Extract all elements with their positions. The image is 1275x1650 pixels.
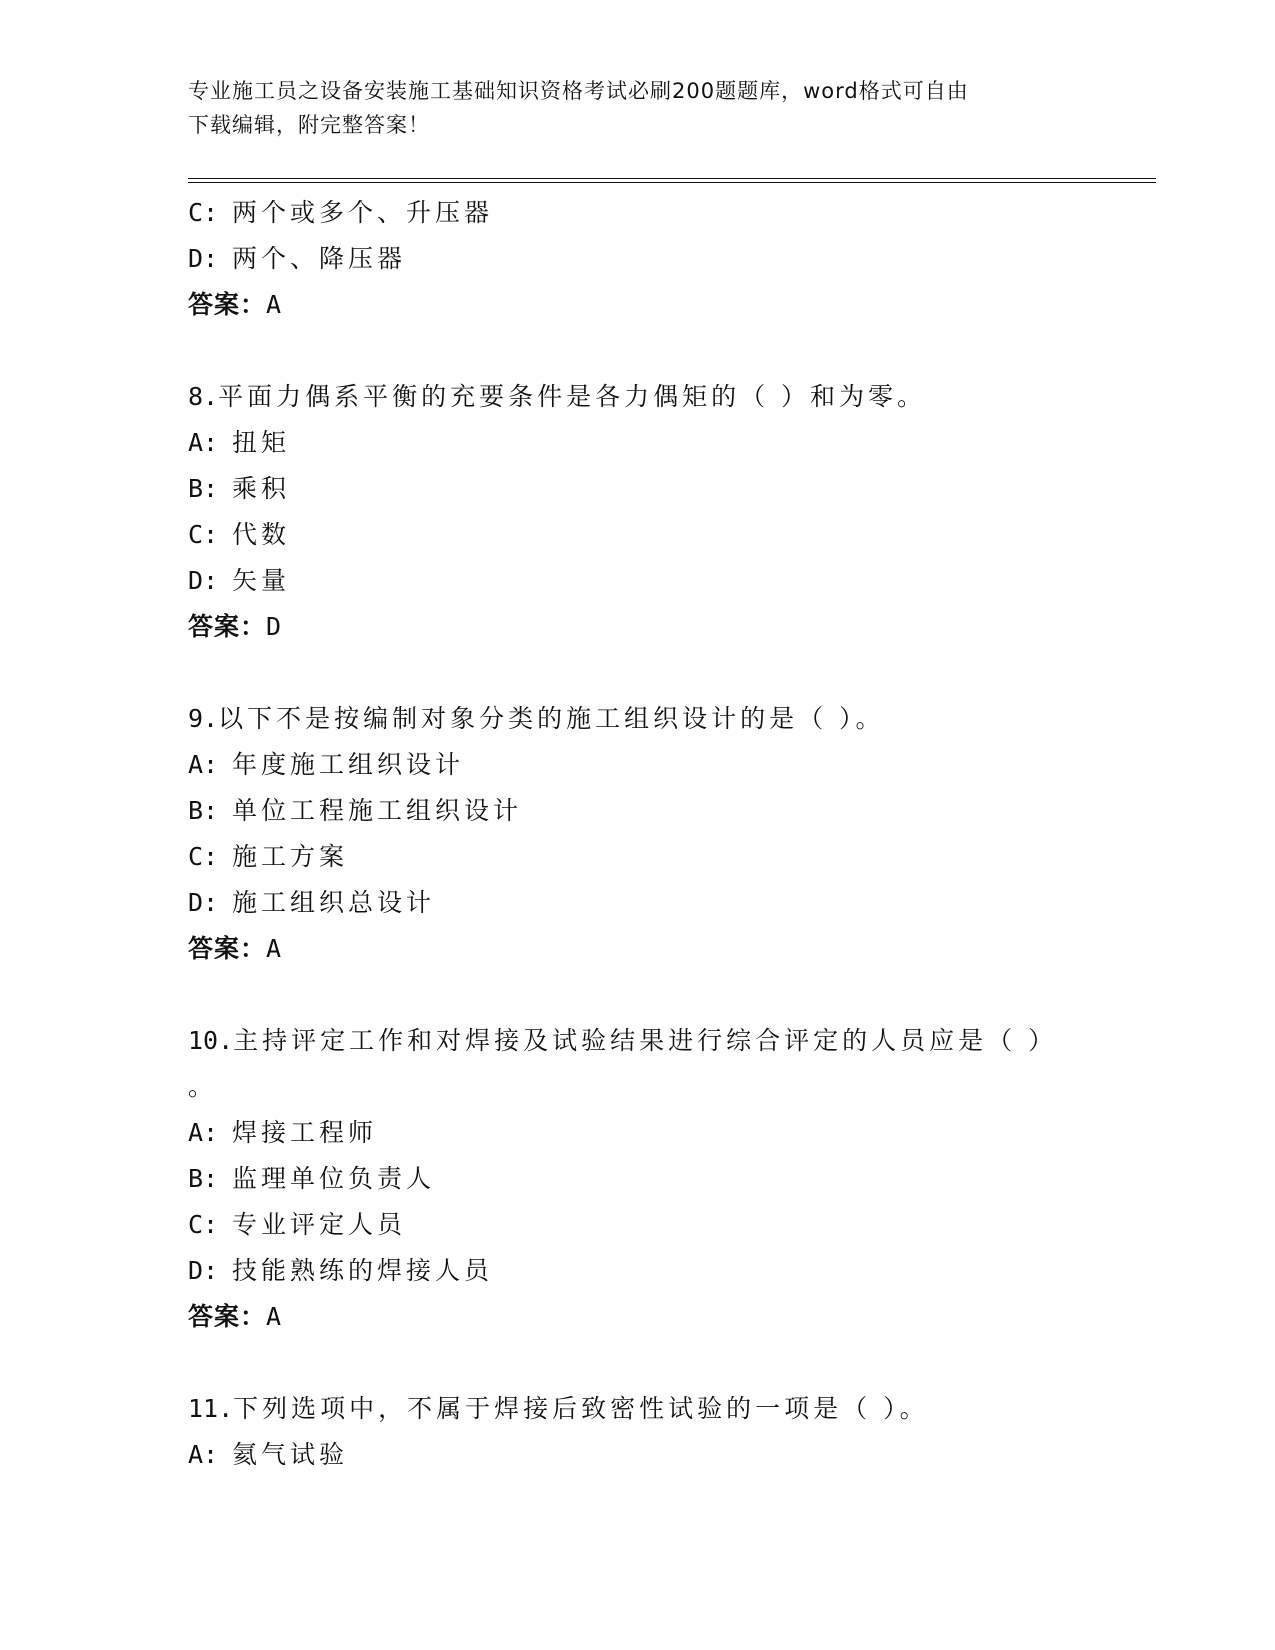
document-header bbox=[188, 74, 1088, 142]
option-line: C: 代数 bbox=[188, 520, 291, 549]
document-body bbox=[188, 190, 1148, 1478]
header-rule-bottom bbox=[188, 182, 1156, 183]
option-line: A: 年度施工组织设计 bbox=[188, 750, 465, 779]
option-line: A: 氦气试验 bbox=[188, 1440, 349, 1469]
question-text: 8.平面力偶系平衡的充要条件是各力偶矩的（ ）和为零。 bbox=[188, 382, 927, 411]
answer-line: 答案：D bbox=[188, 612, 283, 641]
option-line: C: 两个或多个、升压器 bbox=[188, 198, 494, 227]
question-text: 11.下列选项中，不属于焊接后致密性试验的一项是（ ）。 bbox=[188, 1394, 929, 1423]
option-line: D: 技能熟练的焊接人员 bbox=[188, 1256, 494, 1285]
question-text-continuation: 。 bbox=[188, 1072, 218, 1101]
header-line-2: 下载编辑，附完整答案！ bbox=[188, 113, 430, 137]
option-line: A: 扭矩 bbox=[188, 428, 291, 457]
option-line: B: 单位工程施工组织设计 bbox=[188, 796, 523, 825]
header-line-1: 专业施工员之设备安装施工基础知识资格考试必刷200题题库，word格式可自由 bbox=[188, 79, 969, 103]
answer-line: 答案：A bbox=[188, 290, 283, 319]
option-line: D: 矢量 bbox=[188, 566, 291, 595]
question-text: 10.主持评定工作和对焊接及试验结果进行综合评定的人员应是（ ） bbox=[188, 1026, 1058, 1055]
option-line: B: 监理单位负责人 bbox=[188, 1164, 436, 1193]
option-line: C: 施工方案 bbox=[188, 842, 349, 871]
answer-line: 答案：A bbox=[188, 934, 283, 963]
header-rule-top bbox=[188, 178, 1156, 179]
question-text: 9.以下不是按编制对象分类的施工组织设计的是（ ）。 bbox=[188, 704, 885, 733]
option-line: D: 两个、降压器 bbox=[188, 244, 407, 273]
option-line: D: 施工组织总设计 bbox=[188, 888, 436, 917]
option-line: B: 乘积 bbox=[188, 474, 291, 503]
option-line: C: 专业评定人员 bbox=[188, 1210, 407, 1239]
option-line: A: 焊接工程师 bbox=[188, 1118, 378, 1147]
answer-line: 答案：A bbox=[188, 1302, 283, 1331]
